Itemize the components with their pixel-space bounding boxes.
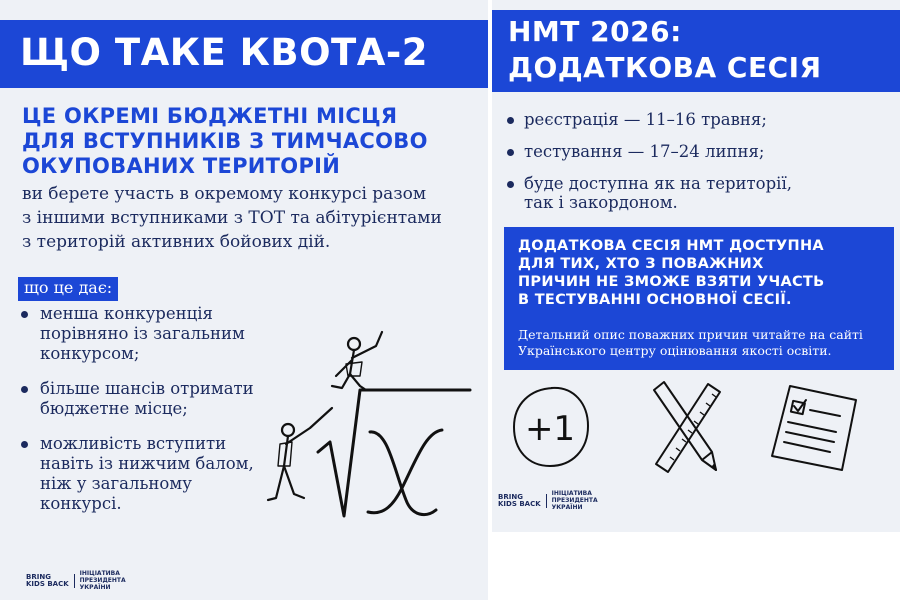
- quota-title: ЩО ТАКЕ КВОТА-2: [20, 31, 429, 74]
- schedule-line: буде доступна як на території,: [524, 174, 792, 193]
- benefit-line: конкурсом;: [40, 344, 140, 363]
- heading-line: ЦЕ ОКРЕМІ БЮДЖЕТНІ МІСЦЯ: [22, 104, 398, 128]
- logo-text-line: УКРАЇНИ: [79, 584, 111, 591]
- logo-mark-line: BRING: [26, 572, 51, 581]
- logo-mark-line: BRING: [498, 492, 523, 501]
- info-heading-line: ДОДАТКОВА СЕСІЯ НМТ ДОСТУПНА: [518, 238, 824, 254]
- logo-text: [80, 570, 126, 591]
- additional-session-info-box: [504, 227, 894, 370]
- description-line: з територій активних бойових дій.: [22, 232, 331, 252]
- benefit-line: порівняно із загальним: [40, 324, 245, 343]
- bring-kids-back-logo: [498, 490, 598, 511]
- info-heading: [518, 237, 880, 309]
- info-heading-line: ДЛЯ ТИХ, ХТО З ПОВАЖНИХ: [518, 256, 764, 272]
- benefits-list: [18, 304, 298, 529]
- benefit-line: більше шансів отримати: [40, 379, 254, 398]
- title-line: НМТ 2026:: [508, 15, 682, 48]
- benefit-item: [18, 434, 298, 514]
- crossed-pencil-ruler-icon: [646, 380, 726, 476]
- info-note-line: Детальний опис поважних причин читайте на сайті: [518, 327, 863, 342]
- logo-mark-line: KIDS BACK: [498, 499, 541, 508]
- schedule-list: [506, 110, 886, 225]
- schedule-item: [506, 174, 886, 212]
- logo-text-line: ПРЕЗИДЕНТА: [551, 497, 598, 504]
- schedule-item: [506, 142, 886, 161]
- logo-text-line: ІНІЦІАТИВА: [79, 570, 120, 577]
- benefit-item: [18, 304, 298, 364]
- plus-one-text: +1: [524, 409, 576, 449]
- quota-description: [22, 182, 482, 254]
- nmt-session-title: [508, 14, 888, 86]
- benefit-line: навіть із нижчим балом,: [40, 454, 254, 473]
- description-line: ви берете участь в окремому конкурсі разом: [22, 184, 427, 204]
- logo-text-line: УКРАЇНИ: [551, 504, 583, 511]
- checklist-document-icon: [768, 382, 860, 474]
- logo-text-line: ІНІЦІАТИВА: [551, 490, 592, 497]
- logo-mark-line: KIDS BACK: [26, 579, 69, 588]
- benefits-label: що це дає:: [18, 277, 118, 301]
- benefit-line: конкурсі.: [40, 494, 122, 513]
- logo-text-line: ПРЕЗИДЕНТА: [79, 577, 126, 584]
- info-heading-line: В ТЕСТУВАННІ ОСНОВНОЇ СЕСІЇ.: [518, 292, 792, 308]
- benefit-item: [18, 379, 298, 419]
- schedule-line: реєстрація — 11–16 травня;: [524, 110, 767, 129]
- benefit-line: бюджетне місце;: [40, 399, 188, 418]
- benefit-line: можливість вступити: [40, 434, 227, 453]
- logo-mark: [26, 574, 75, 588]
- logo-text: [552, 490, 598, 511]
- plus-one-circle-icon: [510, 382, 592, 472]
- schedule-line: тестування — 17–24 липня;: [524, 142, 765, 161]
- info-heading-line: ПРИЧИН НЕ ЗМОЖЕ ВЗЯТИ УЧАСТЬ: [518, 274, 825, 290]
- info-note: [518, 327, 880, 359]
- schedule-line: так і закордоном.: [524, 193, 678, 212]
- square-root-x-climbers-illustration: [266, 320, 480, 530]
- benefit-line: ніж у загальному: [40, 474, 192, 493]
- quota-definition-heading: [22, 104, 482, 179]
- title-line: ДОДАТКОВА СЕСІЯ: [508, 51, 822, 84]
- heading-line: ДЛЯ ВСТУПНИКІВ З ТИМЧАСОВО: [22, 129, 428, 153]
- bring-kids-back-logo: [26, 570, 126, 591]
- description-line: з іншими вступниками з ТОТ та абітурієнтами: [22, 208, 442, 228]
- heading-line: ОКУПОВАНИХ ТЕРИТОРІЙ: [22, 154, 341, 178]
- info-note-line: Українського центру оцінювання якості освіти.: [518, 343, 832, 358]
- schedule-item: [506, 110, 886, 129]
- benefit-line: менша конкуренція: [40, 304, 213, 323]
- logo-mark: [498, 494, 547, 508]
